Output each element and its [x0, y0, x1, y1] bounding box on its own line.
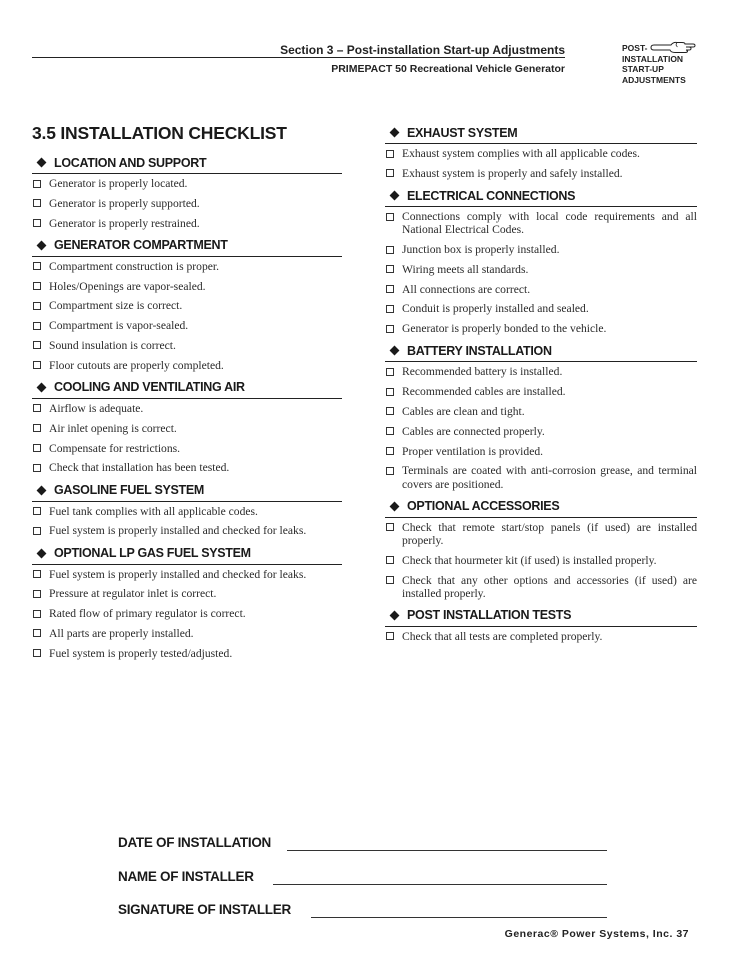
checklist: [385, 365, 697, 490]
checkbox[interactable]: [33, 282, 41, 290]
checklist-item-text: Holes/Openings are vapor-sealed.: [49, 279, 206, 293]
diamond-bullet-icon: [390, 501, 400, 511]
checkbox[interactable]: [33, 570, 41, 578]
section-header-title: Section 3 – Post-installation Start-up Adjustments: [280, 43, 565, 57]
diamond-bullet-icon: [37, 240, 47, 250]
section-heading: [385, 187, 697, 207]
checklist-item: [385, 302, 697, 315]
checklist-item-text: All parts are properly installed.: [49, 626, 194, 640]
checklist-item: [385, 283, 697, 296]
checklist-item: [32, 461, 342, 474]
checklist-item: [32, 627, 342, 640]
checkbox[interactable]: [33, 527, 41, 535]
section-title: GENERATOR COMPARTMENT: [54, 238, 228, 253]
checklist-item-text: All connections are correct.: [402, 282, 531, 296]
checkbox[interactable]: [33, 507, 41, 515]
diamond-bullet-icon: [37, 158, 47, 168]
checklist-item-text: Compartment construction is proper.: [49, 259, 220, 273]
checklist-item: [32, 359, 342, 372]
pointing-hand-icon: [649, 41, 697, 57]
section-tab: [622, 43, 732, 85]
checklist-item: [385, 630, 697, 643]
checklist-item: [32, 587, 342, 600]
section-location-and-support: [32, 154, 342, 230]
section-heading: [385, 498, 697, 518]
section-title: POST INSTALLATION TESTS: [407, 608, 572, 623]
checkbox[interactable]: [33, 361, 41, 369]
tab-line-1: POST-: [622, 43, 648, 53]
checklist-item-text: Exhaust system is properly and safely installed.: [402, 166, 623, 180]
checkbox[interactable]: [386, 447, 394, 455]
checkbox[interactable]: [386, 556, 394, 564]
checklist-item: [385, 425, 697, 438]
checkbox[interactable]: [386, 467, 394, 475]
checklist-item-text: Compartment size is correct.: [49, 299, 183, 313]
checklist-item-text: Sound insulation is correct.: [49, 338, 176, 352]
date-of-installation-line[interactable]: [287, 850, 607, 851]
checkbox[interactable]: [386, 285, 394, 293]
checklist: [32, 402, 342, 475]
checklist-item: [385, 521, 697, 547]
section-heading: [385, 607, 697, 627]
checklist-item-text: Check that all tests are completed properly.: [402, 629, 603, 643]
checklist-item-text: Compensate for restrictions.: [49, 441, 181, 455]
diamond-bullet-icon: [37, 548, 47, 558]
checklist-item: [32, 402, 342, 415]
tab-line-4: ADJUSTMENTS: [622, 74, 686, 85]
checklist-item: [32, 217, 342, 230]
checkbox[interactable]: [386, 576, 394, 584]
checklist-item-text: Generator is properly supported.: [49, 196, 200, 210]
checkbox[interactable]: [33, 649, 41, 657]
checklist-item-text: Airflow is adequate.: [49, 401, 144, 415]
name-of-installer-label: NAME OF INSTALLER: [118, 869, 254, 884]
checklist-item-text: Recommended battery is installed.: [402, 365, 563, 379]
checklist-item-text: Terminals are coated with anti-corrosion grease, and terminal covers are positioned.: [402, 464, 697, 491]
checklist-item: [32, 647, 342, 660]
checklist-item: [32, 607, 342, 620]
section-gasoline-fuel-system: [32, 482, 342, 538]
checklist-item: [32, 339, 342, 352]
checklist-item: [32, 197, 342, 210]
checklist: [385, 210, 697, 335]
checklist-item-text: Air inlet opening is correct.: [49, 421, 177, 435]
checkbox[interactable]: [33, 341, 41, 349]
checklist-item-text: Junction box is properly installed.: [402, 243, 560, 256]
section-electrical-connections: [385, 187, 697, 335]
section-heading: [32, 545, 342, 565]
section-title: GASOLINE FUEL SYSTEM: [54, 483, 205, 498]
checklist-item-text: Fuel system is properly tested/adjusted.: [49, 646, 233, 660]
section-optional-accessories: [385, 498, 697, 600]
checklist-item-text: Generator is properly located.: [49, 177, 188, 190]
section-title: LOCATION AND SUPPORT: [54, 155, 207, 170]
diamond-bullet-icon: [390, 128, 400, 138]
checkbox[interactable]: [33, 180, 41, 188]
checkbox[interactable]: [386, 407, 394, 415]
checklist-item: [32, 442, 342, 455]
page-footer: Generac® Power Systems, Inc. 37: [504, 928, 689, 940]
checklist-item: [32, 299, 342, 312]
checkbox[interactable]: [386, 150, 394, 158]
header-rule: [32, 57, 565, 58]
section-generator-compartment: [32, 237, 342, 372]
checkbox[interactable]: [386, 632, 394, 640]
checkbox[interactable]: [386, 305, 394, 313]
section-exhaust-system: [385, 124, 697, 180]
checklist-item: [385, 322, 697, 335]
checkbox[interactable]: [386, 523, 394, 531]
checkbox[interactable]: [33, 262, 41, 270]
checklist-item: [32, 280, 342, 293]
section-title: BATTERY INSTALLATION: [407, 343, 552, 358]
checkbox[interactable]: [33, 302, 41, 310]
checkbox[interactable]: [33, 590, 41, 598]
checklist-item: [32, 422, 342, 435]
checkbox[interactable]: [33, 322, 41, 330]
name-of-installer-line[interactable]: [273, 884, 607, 885]
checkbox[interactable]: [386, 427, 394, 435]
checkbox[interactable]: [386, 325, 394, 333]
signature-of-installer-label: SIGNATURE OF INSTALLER: [118, 902, 291, 917]
checklist-item-text: Check that any other options and accessories (if used) are installed properly.: [402, 573, 697, 600]
checkbox[interactable]: [33, 610, 41, 618]
section-header-subtitle: PRIMEPACT 50 Recreational Vehicle Generator: [331, 63, 565, 75]
diamond-bullet-icon: [390, 346, 400, 356]
checklist-item-text: Cables are clean and tight.: [402, 404, 525, 418]
section-heading: [32, 154, 342, 174]
checklist-item: [385, 385, 697, 398]
checklist-item-text: Check that remote start/stop panels (if used) are installed properly.: [402, 520, 697, 547]
checklist-item: [385, 167, 697, 180]
checkbox[interactable]: [386, 388, 394, 396]
section-heading: [385, 124, 697, 144]
checklist: [385, 630, 697, 643]
checklist-item: [32, 319, 342, 332]
section-heading: [32, 237, 342, 257]
checklist-item-text: Check that installation has been tested.: [49, 461, 230, 475]
page-title: 3.5 INSTALLATION CHECKLIST: [32, 123, 287, 143]
checklist-item: [385, 365, 697, 378]
checklist-item-text: Fuel system is properly installed and checked for leaks.: [49, 567, 307, 581]
checklist-item: [32, 177, 342, 190]
checklist-item-text: Check that hourmeter kit (if used) is installed properly.: [402, 553, 657, 567]
checkbox[interactable]: [33, 199, 41, 207]
checklist-item: [32, 524, 342, 537]
diamond-bullet-icon: [390, 611, 400, 621]
checklist-item: [385, 554, 697, 567]
checklist-item-text: Connections comply with local code requirements and all National Electrical Codes.: [402, 210, 697, 237]
checklist: [385, 521, 697, 600]
checkbox[interactable]: [386, 213, 394, 221]
section-cooling-and-ventilating-air: [32, 379, 342, 475]
checklist-item: [32, 260, 342, 273]
checklist-item-text: Proper ventilation is provided.: [402, 444, 544, 458]
checklist-item-text: Conduit is properly installed and sealed.: [402, 302, 589, 316]
checkbox[interactable]: [33, 404, 41, 412]
checklist-item-text: Pressure at regulator inlet is correct.: [49, 587, 217, 601]
checklist-item-text: Compartment is vapor-sealed.: [49, 319, 189, 333]
checkbox[interactable]: [33, 424, 41, 432]
section-heading: [385, 342, 697, 362]
checklist-item: [385, 210, 697, 236]
checklist-item: [385, 574, 697, 600]
checkbox[interactable]: [386, 169, 394, 177]
checklist-item-text: Recommended cables are installed.: [402, 385, 566, 399]
checklist-item: [32, 568, 342, 581]
checkbox[interactable]: [33, 219, 41, 227]
diamond-bullet-icon: [37, 383, 47, 393]
checkbox[interactable]: [386, 265, 394, 273]
tab-line-2: INSTALLATION: [622, 53, 684, 64]
checklist-item-text: Exhaust system complies with all applicable codes.: [402, 147, 640, 160]
section-heading: [32, 482, 342, 502]
section-post-installation-tests: [385, 607, 697, 643]
checklist-item: [385, 243, 697, 256]
checklist-item-text: Floor cutouts are properly completed.: [49, 358, 224, 372]
section-title: COOLING AND VENTILATING AIR: [54, 380, 245, 395]
checklist-item-text: Generator is properly restrained.: [49, 216, 200, 230]
checklist-item-text: Fuel tank complies with all applicable codes.: [49, 504, 258, 518]
left-column: [32, 154, 342, 667]
section-heading: [32, 379, 342, 399]
checklist-item: [385, 445, 697, 458]
checklist: [385, 147, 697, 180]
section-title: EXHAUST SYSTEM: [407, 125, 518, 140]
checklist: [32, 177, 342, 230]
checkbox[interactable]: [33, 444, 41, 452]
checklist-item: [385, 147, 697, 160]
checkbox[interactable]: [33, 464, 41, 472]
checklist-item: [385, 263, 697, 276]
checkbox[interactable]: [33, 629, 41, 637]
section-title: OPTIONAL ACCESSORIES: [407, 499, 560, 514]
diamond-bullet-icon: [37, 485, 47, 495]
section-title: OPTIONAL LP GAS FUEL SYSTEM: [54, 546, 251, 561]
date-of-installation-label: DATE OF INSTALLATION: [118, 835, 271, 850]
right-column: [385, 124, 697, 650]
checklist-item-text: Cables are connected properly.: [402, 424, 545, 438]
tab-line-3: START-UP: [622, 64, 664, 74]
section-battery-installation: [385, 342, 697, 490]
checklist-item-text: Rated flow of primary regulator is correct.: [49, 607, 246, 621]
checkbox[interactable]: [386, 246, 394, 254]
checklist: [32, 568, 342, 660]
checklist-item: [385, 405, 697, 418]
checklist-item-text: Generator is properly bonded to the vehicle.: [402, 322, 607, 336]
diamond-bullet-icon: [390, 191, 400, 201]
checklist-item: [32, 505, 342, 518]
checklist-item: [385, 464, 697, 490]
checkbox[interactable]: [386, 368, 394, 376]
section-title: ELECTRICAL CONNECTIONS: [407, 188, 576, 203]
checklist-item-text: Wiring meets all standards.: [402, 262, 529, 276]
checklist: [32, 260, 342, 372]
signature-of-installer-line[interactable]: [311, 917, 607, 918]
section-optional-lp-gas-fuel-system: [32, 545, 342, 660]
checklist: [32, 505, 342, 538]
checklist-item-text: Fuel system is properly installed and checked for leaks.: [49, 524, 307, 538]
